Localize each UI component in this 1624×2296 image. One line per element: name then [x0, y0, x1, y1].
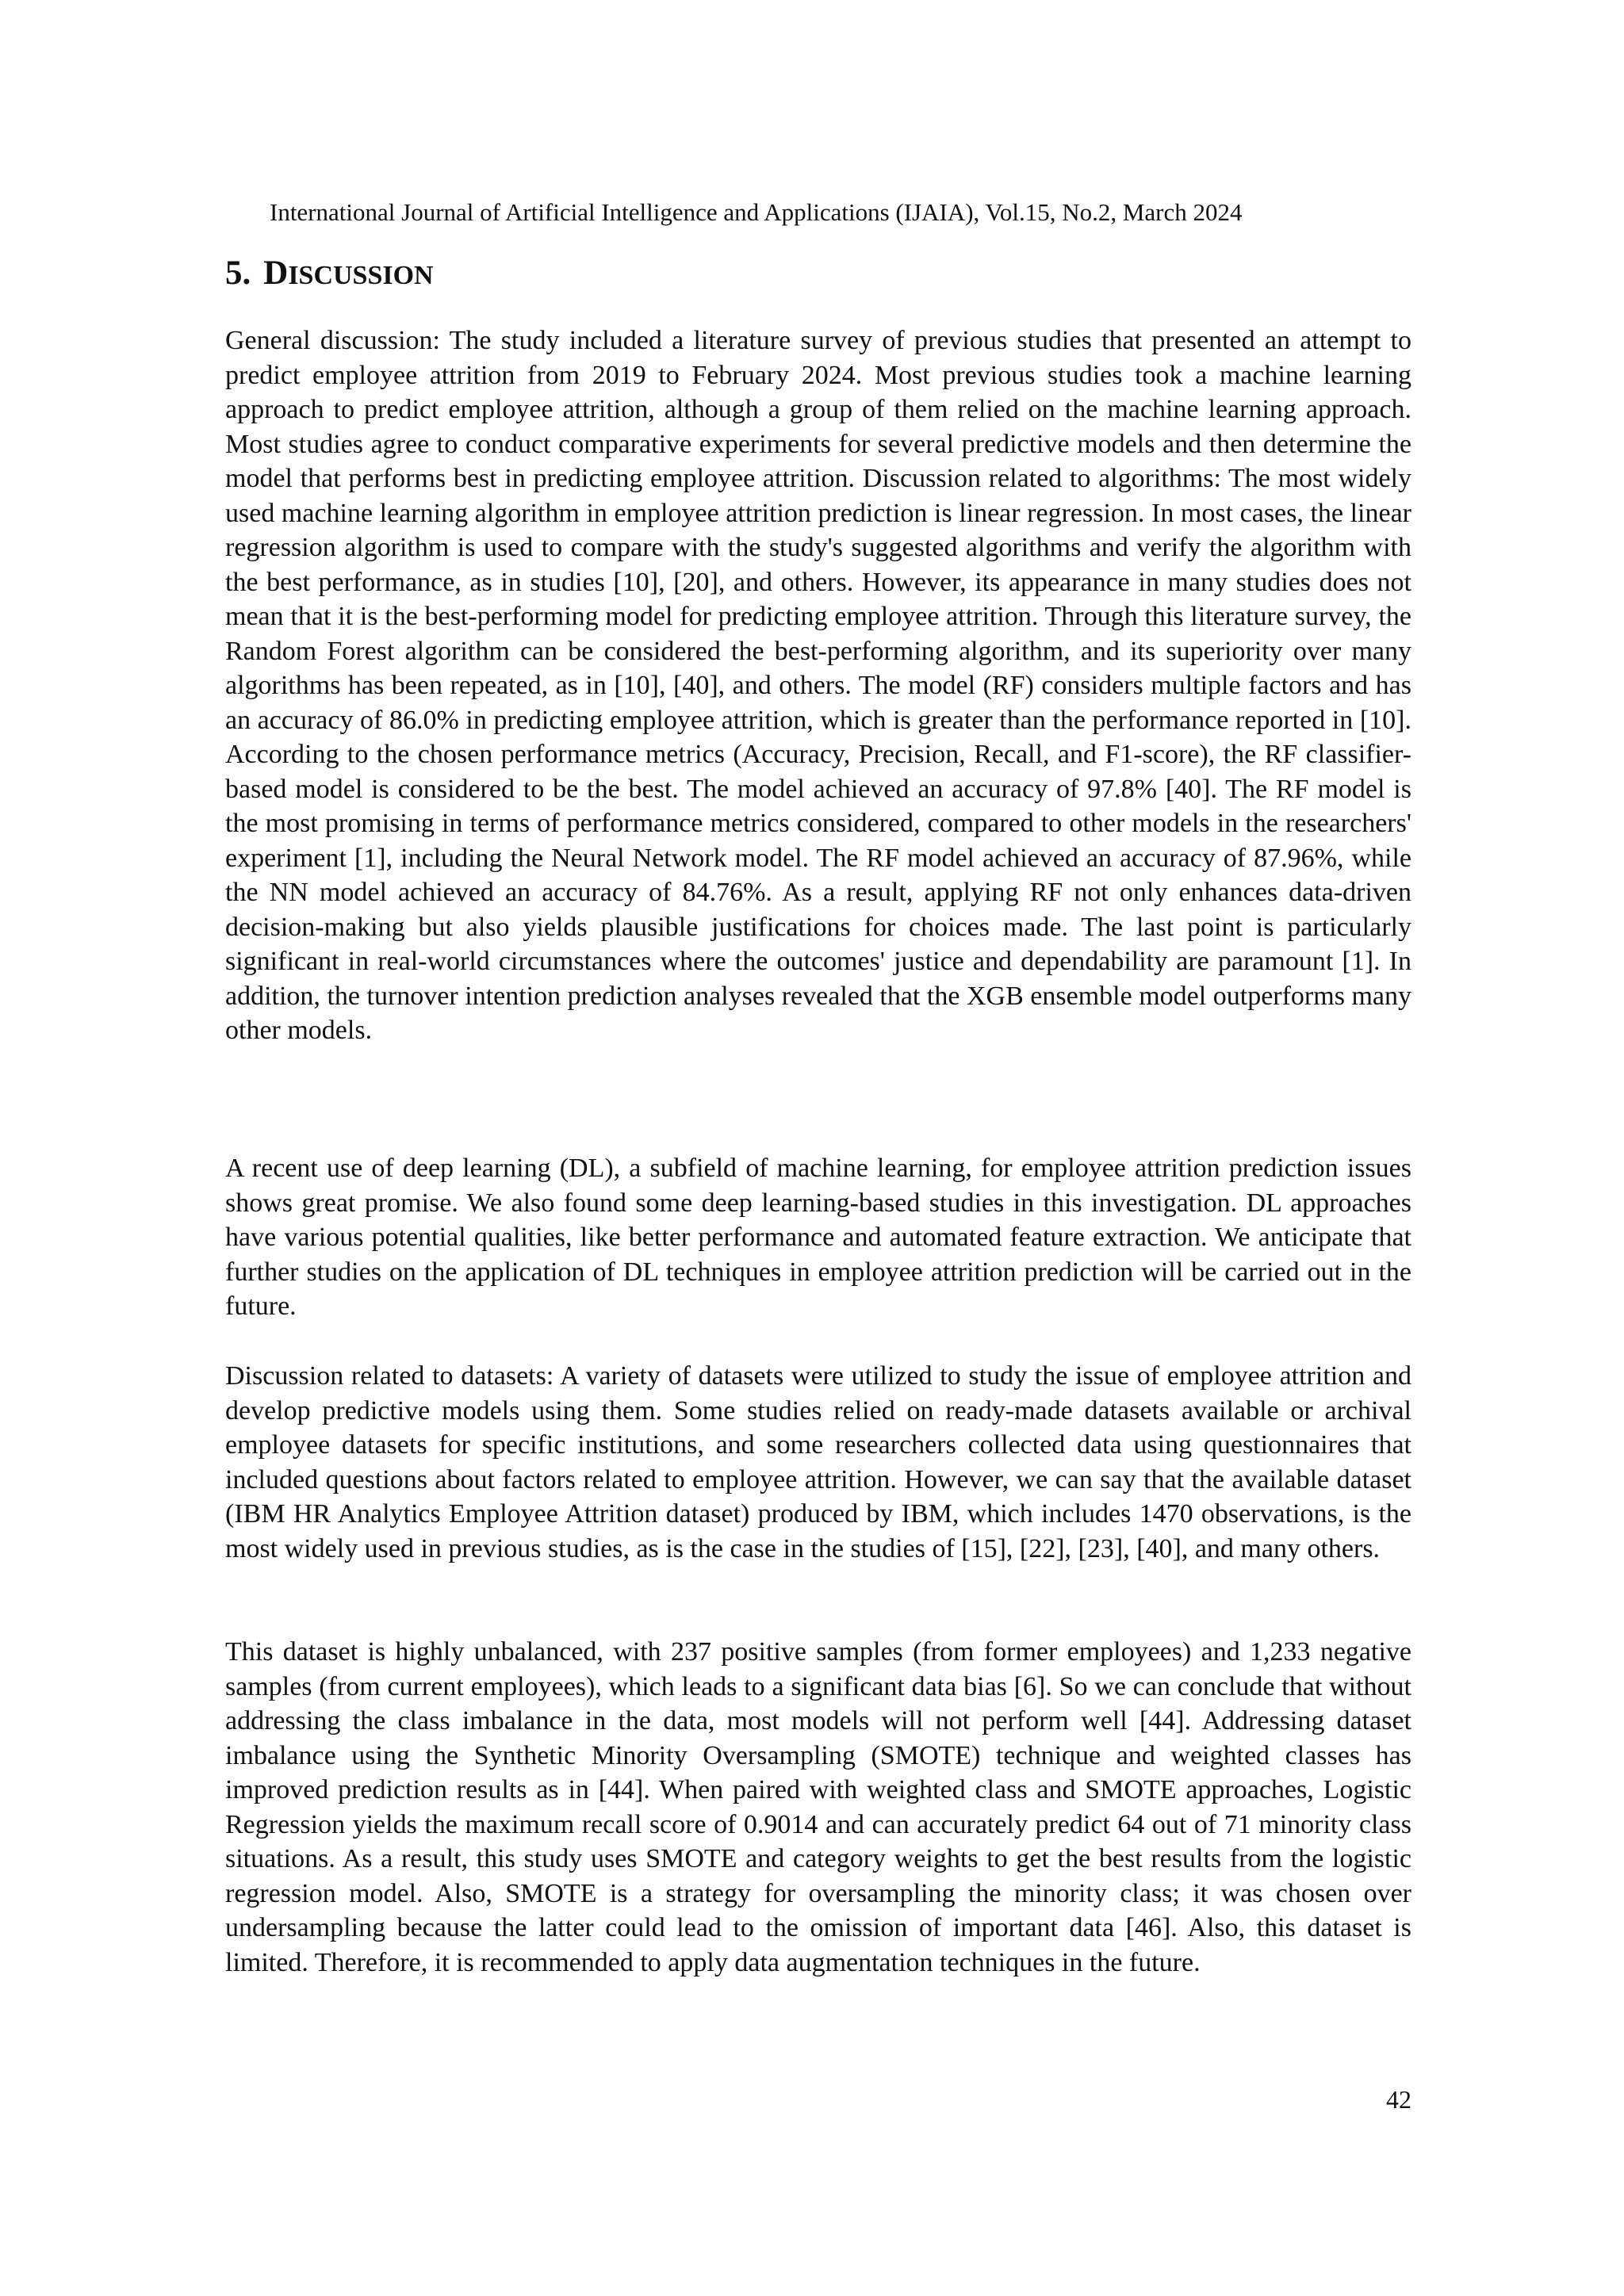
running-header: International Journal of Artificial Intelligence and Applications (IJAIA), Vol.15, No.2, March 2024	[270, 198, 1243, 226]
section-title-rest: ISCUSSION	[288, 261, 434, 290]
section-number: 5.	[225, 254, 251, 292]
paragraph-class-imbalance: This dataset is highly unbalanced, with 237 positive samples (from former employees) and 1,233 negative samples (from current employees), which leads to a significant data bias [6]. So we can conclude that without addressing the class imbalance in the data, most models will not perform well [44]. Addressing dataset imbalance using the Synthetic Minority Oversampling (SMOTE) technique and weighted classes has improved prediction results as in [44]. When paired with weighted class and SMOTE approaches, Logistic Regression yields the maximum recall score of 0.9014 and can accurately predict 64 out of 71 minority class situations. As a result, this study uses SMOTE and category weights to get the best results from the logistic regression model. Also, SMOTE is a strategy for oversampling the minority class; it was chosen over undersampling because the latter could lead to the omission of important data [46]. Also, this dataset is limited. Therefore, it is recommended to apply data augmentation techniques in the future.	[225, 1637, 1411, 1977]
paragraph-general-discussion: General discussion: The study included a literature survey of previous studies that presented an attempt to predict employee attrition from 2019 to February 2024. Most previous studies took a machine learning approach to predict employee attrition, although a group of them relied on the machine learning approach. Most studies agree to conduct comparative experiments for several predictive models and then determine the model that performs best in predicting employee attrition. Discussion related to algorithms: The most widely used machine learning algorithm in employee attrition prediction is linear regression. In most cases, the linear regression algorithm is used to compare with the study's suggested algorithms and verify the algorithm with the best performance, as in studies [10], [20], and others. However, its appearance in many studies does not mean that it is the best-performing model for predicting employee attrition. Through this literature survey, the Random Forest algorithm can be considered the best-performing algorithm, and its superiority over many algorithms has been repeated, as in [10], [40], and others. The model (RF) considers multiple factors and has an accuracy of 86.0% in predicting employee attrition, which is greater than the performance reported in [10]. According to the chosen performance metrics (Accuracy, Precision, Recall, and F1-score), the RF classifier-based model is considered to be the best. The model achieved an accuracy of 97.8% [40]. The RF model is the most promising in terms of performance metrics considered, compared to other models in the researchers' experiment [1], including the Neural Network model. The RF model achieved an accuracy of 87.96%, while the NN model achieved an accuracy of 84.76%. As a result, applying RF not only enhances data-driven decision-making but also yields plausible justifications for choices made. The last point is particularly significant in real-world circumstances where the outcomes' justice and dependability are paramount [1]. In addition, the turnover intention prediction analyses revealed that the XGB ensemble model outperforms many other models.	[225, 326, 1411, 1045]
section-title-initial: D	[263, 254, 289, 292]
section-heading	[225, 252, 434, 297]
paragraph-deep-learning: A recent use of deep learning (DL), a subfield of machine learning, for employee attrition prediction issues shows great promise. We also found some deep learning-based studies in this investigation. DL approaches have various potential qualities, like better performance and automated feature extraction. We anticipate that further studies on the application of DL techniques in employee attrition prediction will be carried out in the future.	[225, 1154, 1411, 1321]
page-number: 42	[1386, 2085, 1411, 2114]
paragraph-datasets: Discussion related to datasets: A variety of datasets were utilized to study the issue of employee attrition and develop predictive models using them. Some studies relied on ready-made datasets available or archival employee datasets for specific institutions, and some researchers collected data using questionnaires that included questions about factors related to employee attrition. However, we can say that the available dataset (IBM HR Analytics Employee Attrition dataset) produced by IBM, which includes 1470 observations, is the most widely used in previous studies, as is the case in the studies of [15], [22], [23], [40], and many others.	[225, 1361, 1411, 1563]
